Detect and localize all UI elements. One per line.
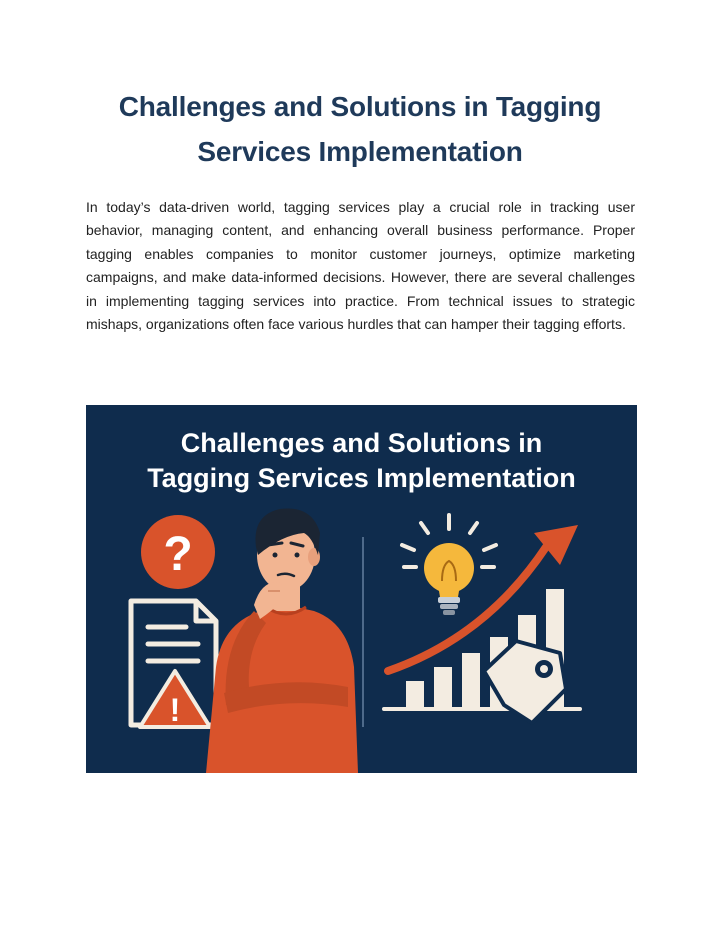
illustration-title-line-2: Tagging Services Implementation [147, 463, 576, 493]
intro-paragraph: In today’s data-driven world, tagging services play a crucial role in tracking user behavior, managing content, and enhancing overall business performance. Proper tagging enables companies to monitor customer journeys, optimize marketing campaigns, and make data-informed decisions. However, there are several challenges in implementing tagging services into practice. From technical issues to strategic mishaps, organizations often face various hurdles that can hamper their tagging efforts. [86, 199, 635, 333]
warning-glyph: ! [169, 692, 181, 728]
question-mark-glyph: ? [163, 528, 193, 581]
page-title-line-1: Challenges and Solutions in Tagging [118, 91, 602, 122]
thinking-person [206, 509, 358, 774]
illustration-title [86, 426, 637, 496]
lightbulb-icon [402, 515, 496, 615]
illustration-title-line-1: Challenges and Solutions in [180, 428, 543, 458]
page-title-line-2: Services Implementation [197, 136, 523, 167]
header-illustration [86, 405, 637, 773]
page-title [60, 84, 660, 174]
